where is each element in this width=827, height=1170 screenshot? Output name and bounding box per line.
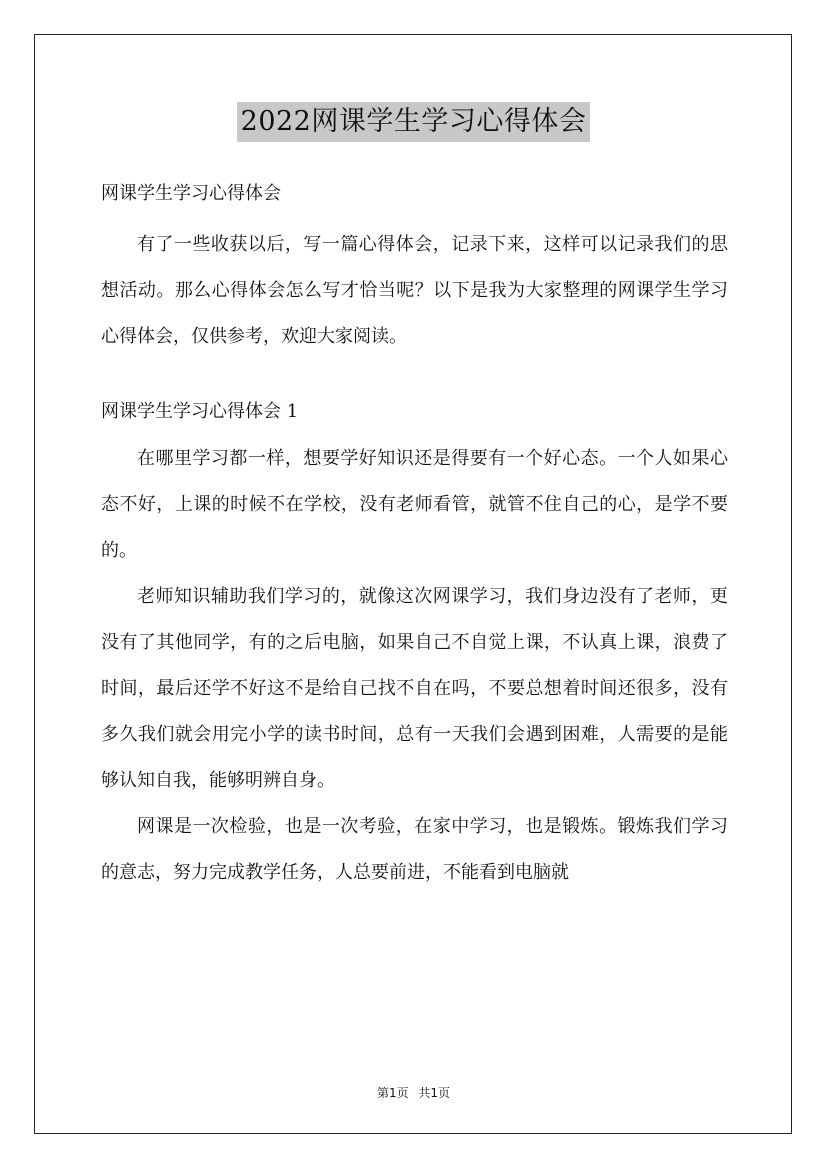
body-paragraph-1: 在哪里学习都一样，想要学好知识还是得要有一个好心态。一个人如果心态不好，上课的时候不在学校，没有老师看管，就管不住自己的心，是学不要的。 bbox=[101, 448, 728, 561]
page-footer bbox=[0, 1084, 827, 1101]
page-total: 共1页 bbox=[418, 1086, 451, 1100]
intro-paragraph: 有了一些收获以后，写一篇心得体会，记录下来，这样可以记录我们的思想活动。那么心得体会怎么写才恰当呢？以下是我为大家整理的网课学生学习心得体会，仅供参考，欢迎大家阅读。 bbox=[101, 234, 728, 347]
page-number: 第1页 bbox=[376, 1086, 409, 1100]
body-paragraph-3: 网课是一次检验，也是一次考验，在家中学习，也是锻炼。锻炼我们学习的意志，努力完成教学任务，人总要前进，不能看到电脑就 bbox=[101, 816, 728, 883]
intro-heading: 网课学生学习心得体会 bbox=[101, 183, 281, 204]
section-heading: 网课学生学习心得体会 1 bbox=[101, 401, 299, 422]
body-paragraph-2: 老师知识辅助我们学习的，就像这次网课学习，我们身边没有了老师，更没有了其他同学，有的之后电脑，如果自己不自觉上课，不认真上课，浪费了时间，最后还学不好这不是给自己找不自在吗，不要总想着时间还很多，没有多久我们就会用完小学的读书时间，总有一天我们会遇到困难，人需要的是能够认知自我，能够明辨自身。 bbox=[101, 586, 728, 791]
document-body bbox=[101, 176, 728, 896]
title-block bbox=[0, 102, 827, 142]
document-title: 2022网课学生学习心得体会 bbox=[237, 102, 591, 142]
